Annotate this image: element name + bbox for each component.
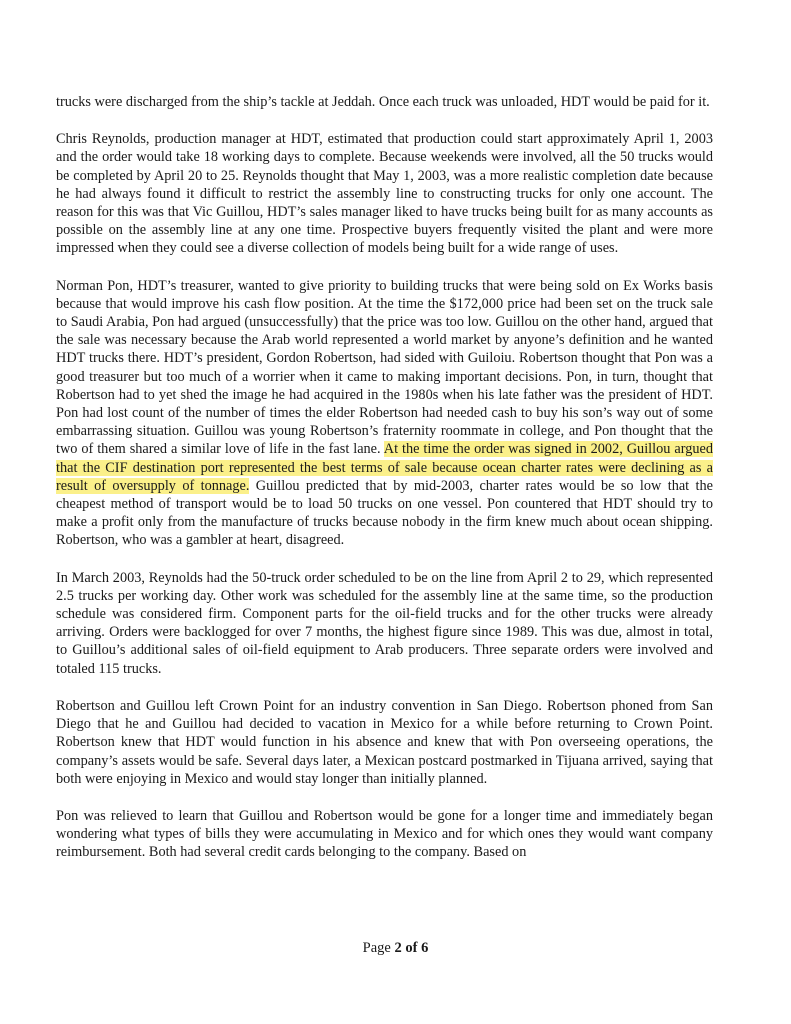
paragraph-4 (56, 569, 713, 678)
paragraph-1 (56, 93, 713, 111)
text-segment: Norman Pon, HDT’s treasurer, wanted to give priority to building trucks that were being sold on Ex Works basis because that would improve his cash flow position. At the time the $172,000 price had been set on the truck sale to Saudi Arabia, Pon had argued (unsuccessfully) that the price was too low. Guillou on the other hand, argued that the sale was necessary because the Arab world represented a world market by anyone’s definition and he wanted HDT trucks there. HDT’s president, Gordon Robertson, had sided with Guiloiu. Robertson thought that Pon was a good treasurer but too much of a worrier when it came to making important decisions. Pon, in turn, thought that Robertson had to yet shed the image he had acquired in the 1980s when his late father was the president of HDT. Pon had lost count of the number of times the elder Robertson had needed cash to buy his son’s way out of some embarrassing situation. Guillou was young Robertson’s fraternity roommate in college, and Pon thought that the two of them shared a similar love of life in the fast lane. (56, 277, 713, 458)
highlighted-text: At the time the order was signed in 2002, Guillou argued that the CIF destination port represented the best terms of sale because ocean charter rates were declining as a result of oversupply of tonnage. (56, 441, 713, 494)
page-total: 6 (421, 940, 429, 956)
page-footer (0, 940, 791, 957)
text-segment: Pon was relieved to learn that Guillou and Robertson would be gone for a longer time and immediately began wondering what types of bills they were accumulating in Mexico and for which ones they would want company reimbursement. Both had several credit cards belonging to the company. Based on (56, 807, 713, 861)
document-body (56, 93, 713, 881)
paragraph-2 (56, 130, 713, 257)
text-segment: Guillou predicted that by mid-2003, charter rates would be so low that the cheapest method of transport would be to load 50 trucks on one vessel. Pon countered that HDT should try to make a profit only from the manufacture of trucks because nobody in the firm knew much about ocean shipping. Robertson, who was a gambler at heart, disagreed. (56, 477, 713, 549)
text-segment: trucks were discharged from the ship’s tackle at Jeddah. Once each truck was unloaded, HDT would be paid for it. (56, 94, 710, 110)
page-of-label: of (401, 940, 422, 956)
paragraph-6 (56, 807, 713, 862)
text-segment: Chris Reynolds, production manager at HDT, estimated that production could start approximately April 1, 2003 and the order would take 18 working days to complete. Because weekends were involved, all the 50 trucks would be completed by April 20 to 25. Reynolds thought that May 1, 2003, was a more realistic completion date because he had always found it difficult to restrict the assembly line to constructing trucks for only one account. The reason for this was that Vic Guillou, HDT’s sales manager liked to have trucks being built for as many accounts as possible on the assembly line at any one time. Prospective buyers frequently visited the plant and were more impressed when they could see a diverse collection of models being built for a wide range of uses. (56, 131, 713, 257)
paragraph-5 (56, 697, 713, 788)
text-segment: In March 2003, Reynolds had the 50-truck order scheduled to be on the line from April 2 to 29, which represented 2.5 trucks per working day. Other work was scheduled for the assembly line at the same time, so the production schedule was considered firm. Component parts for the oil-field trucks and for the other trucks were already arriving. Orders were backlogged for over 7 months, the highest figure since 1989. This was due, almost in total, to Guillou’s additional sales of oil-field equipment to Arab producers. Three separate orders were involved and totaled 115 trucks. (56, 569, 713, 677)
paragraph-3 (56, 277, 713, 550)
page-label: Page (362, 940, 395, 956)
text-segment: Robertson and Guillou left Crown Point for an industry convention in San Diego. Robertson phoned from San Diego that he and Guillou had decided to vacation in Mexico for a while before returning to Crown Point. Robertson knew that HDT would function in his absence and knew that with Pon overseeing operations, the company’s assets would be safe. Several days later, a Mexican postcard postmarked in Tijuana arrived, saying that both were enjoying in Mexico and would stay longer than initially planned. (56, 697, 713, 787)
page-number: 2 (394, 940, 402, 956)
